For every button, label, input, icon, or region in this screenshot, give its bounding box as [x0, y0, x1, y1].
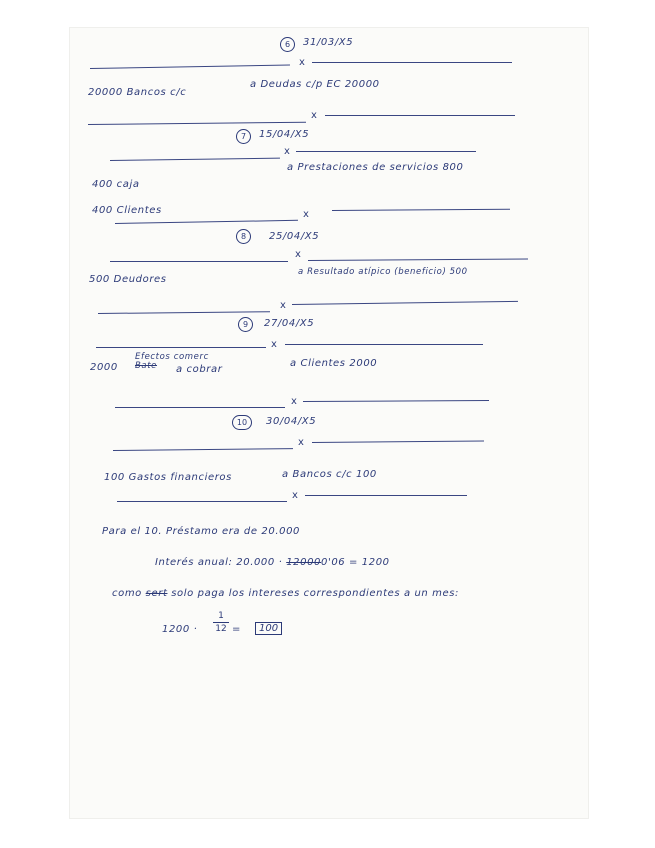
credit-line: a Deudas c/p EC 20000 [250, 79, 380, 90]
note-line-2-struck: 12000 [286, 557, 322, 568]
separator-x: x [298, 437, 304, 448]
calc-numerator: 1 [218, 611, 224, 621]
entry-date-10: 30/04/X5 [266, 416, 317, 427]
entry-rule-right [305, 495, 467, 496]
separator-x: x [284, 146, 290, 157]
entry-number-8: 8 [236, 229, 251, 244]
calc-result: 100 [255, 622, 282, 635]
note-line-3 [112, 588, 459, 599]
debit-line: 400 caja [92, 179, 140, 190]
notebook-page [70, 28, 588, 818]
note-line-3-prefix: como [112, 588, 142, 599]
credit-line: a Prestaciones de servicios 800 [287, 162, 464, 173]
calc-denominator: 12 [215, 624, 227, 634]
entry-rule-right [285, 344, 483, 345]
entry-number-7: 7 [236, 129, 251, 144]
entry-rule-right [325, 115, 515, 116]
credit-line: a Clientes 2000 [290, 358, 378, 369]
debit-account-top: Efectos comerc [135, 352, 209, 362]
credit-line: a Resultado atípico (beneficio) 500 [298, 267, 468, 277]
debit-amount: 2000 [90, 362, 118, 373]
entry-date-8: 25/04/X5 [269, 231, 320, 242]
entry-number-10: 10 [232, 415, 252, 430]
debit-line: 400 Clientes [92, 205, 162, 216]
credit-line: a Bancos c/c 100 [282, 469, 377, 480]
fraction-bar [213, 622, 229, 623]
separator-x: x [299, 57, 305, 68]
entry-rule-left [110, 261, 288, 262]
note-line-1: Para el 10. Préstamo era de 20.000 [102, 526, 300, 537]
entry-rule-left [115, 407, 285, 408]
entry-rule-right [296, 151, 476, 152]
note-line-2-suffix: 0'06 = 1200 [321, 557, 390, 568]
entry-rule-right [312, 62, 512, 63]
debit-struck-word: Bate [135, 361, 158, 371]
separator-x: x [271, 339, 277, 350]
note-line-3-suffix: solo paga los intereses correspondientes a un mes: [171, 588, 459, 599]
debit-account-bottom: a cobrar [176, 364, 223, 375]
entry-number-6: 6 [280, 37, 295, 52]
debit-line: 20000 Bancos c/c [88, 87, 187, 98]
separator-x: x [292, 490, 298, 501]
entry-rule-left [96, 347, 266, 348]
calc-fraction [213, 611, 229, 634]
separator-x: x [291, 396, 297, 407]
separator-x: x [295, 249, 301, 260]
note-line-2 [155, 557, 390, 568]
entry-date-6: 31/03/X5 [303, 37, 354, 48]
separator-x: x [280, 300, 286, 311]
note-line-2-prefix: Interés anual: 20.000 · [155, 557, 283, 568]
calc-equals: = [232, 624, 241, 635]
entry-date-7: 15/04/X5 [259, 129, 310, 140]
calc-prefix: 1200 · [162, 624, 198, 635]
debit-line: 100 Gastos financieros [104, 472, 232, 483]
separator-x: x [303, 209, 309, 220]
entry-date-9: 27/04/X5 [264, 318, 315, 329]
debit-line: 500 Deudores [89, 274, 167, 285]
note-line-3-struck: sert [145, 588, 168, 599]
separator-x: x [311, 110, 317, 121]
entry-number-9: 9 [238, 317, 253, 332]
entry-rule-left [117, 501, 287, 502]
